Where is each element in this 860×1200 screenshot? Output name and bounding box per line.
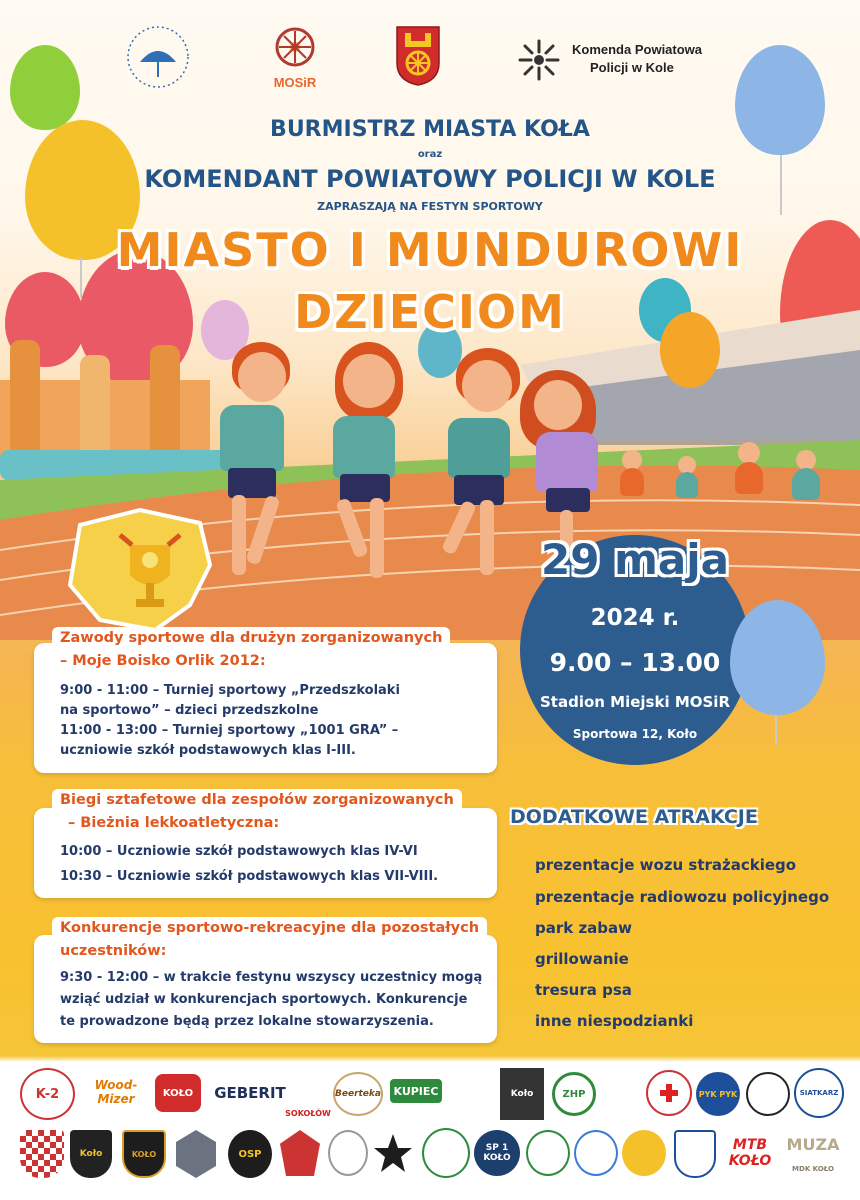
sponsor-muza-text: MUZA xyxy=(786,1134,840,1154)
sponsor-kolo-black-text: Koło xyxy=(510,1089,534,1099)
school-emblem-2-icon xyxy=(574,1130,618,1176)
sponsor-k2 xyxy=(20,1068,75,1120)
event-address: Sportowa 12, Koło xyxy=(572,727,698,741)
section-1-title-line1: Zawody sportowe dla drużyn zorganizowanych xyxy=(52,627,450,650)
sponsor-sp1-kolo-text: SP 1 KOŁO xyxy=(483,1143,511,1163)
section-1-title-line2: – Moje Boisko Orlik 2012: xyxy=(60,653,266,669)
sponsor-mdk-kolo-text: MDK KOŁO xyxy=(792,1165,834,1173)
sponsor-pyk-pyk xyxy=(696,1072,740,1116)
sponsor-mdk-kolo xyxy=(786,1162,840,1176)
section-2-title-line2: – Bieżnia lekkoatletyczna: xyxy=(68,815,280,831)
sponsor-siatkarz xyxy=(794,1068,844,1118)
sponsor-zhp xyxy=(552,1072,596,1116)
sponsor-muza xyxy=(786,1128,840,1160)
trophy-icon xyxy=(60,505,225,635)
sponsor-osp-text: OSP xyxy=(238,1148,262,1160)
event-time: 9.00 – 13.00 xyxy=(549,648,721,677)
police-name-line2: Policji w Kole xyxy=(590,60,674,75)
sun-emblem-icon xyxy=(622,1130,666,1176)
event-title-line2: DZIECIOM xyxy=(294,285,566,339)
prevention-center-logo xyxy=(118,22,198,92)
sponsor-kolo-crest-text: Koło xyxy=(79,1149,103,1159)
military-star-icon xyxy=(372,1132,414,1174)
sponsor-kupiec xyxy=(390,1079,442,1103)
sponsor-wood-mizer xyxy=(80,1078,152,1106)
sponsor-zhp-text: ZHP xyxy=(562,1088,586,1100)
section-3-title-line2: uczestników: xyxy=(60,943,167,959)
eagle-emblem-icon xyxy=(328,1130,368,1176)
sponsor-straz-miejska-text: KOŁO xyxy=(131,1149,157,1159)
balloon-string xyxy=(775,715,777,745)
sponsor-beerteka-text: Beerteka xyxy=(335,1089,381,1099)
school-emblem-icon xyxy=(526,1130,570,1176)
header-and: oraz xyxy=(417,149,443,160)
sponsor-pyk-pyk-text: PYK PYK xyxy=(698,1089,738,1099)
sponsor-sokolow-text: SOKOŁÓW xyxy=(285,1109,331,1118)
section-3-line1: 9:30 - 12:00 – w trakcie festynu wszyscy uczestnicy mogą xyxy=(60,970,483,985)
extras-item-3: park zabaw xyxy=(535,919,633,937)
sponsor-k2-text: K-2 xyxy=(35,1086,60,1102)
sponsor-osp xyxy=(228,1130,272,1178)
sponsor-mtb-kolo-text: MTB KOŁO xyxy=(728,1137,772,1169)
police-star-icon xyxy=(517,38,561,82)
section-1-line3: 11:00 - 13:00 – Turniej sportowy „1001 GRA” – xyxy=(60,723,399,738)
section-2-line1: 10:00 – Uczniowie szkół podstawowych klas IV-VI xyxy=(60,844,418,859)
event-title-line1: MIASTO I MUNDUROWI xyxy=(116,223,744,277)
sponsor-red-cross-icon xyxy=(646,1070,692,1116)
header-police-commander: KOMENDANT POWIATOWY POLICJI W KOLE xyxy=(144,165,716,193)
section-1-line2: na sportowo” – dzieci przedszkolne xyxy=(60,703,319,718)
extras-item-1: prezentacje wozu strażackiego xyxy=(535,856,797,874)
sponsor-siatkarz-text: SIATKARZ xyxy=(799,1089,839,1097)
section-3-title-line1: Konkurencje sportowo-rekreacyjne dla pozostałych xyxy=(52,917,487,940)
mosir-logo-text: MOSiR xyxy=(273,75,317,90)
sponsor-kolo-crest xyxy=(70,1130,112,1178)
fire-service-icon xyxy=(280,1130,320,1176)
police-name-line1: Komenda Powiatowa xyxy=(572,42,703,57)
section-2-title-line1: Biegi sztafetowe dla zespołów zorganizowanych xyxy=(52,789,462,812)
police-badge-icon xyxy=(176,1130,216,1178)
club-crest-icon xyxy=(674,1130,716,1178)
section-3-line2: wziąć udział w konkurencjach sportowych. Konkurencje xyxy=(60,992,468,1007)
extras-heading: DODATKOWE ATRAKCJE xyxy=(510,806,758,828)
sponsor-mtb-kolo xyxy=(722,1130,778,1176)
sponsor-kolo-black xyxy=(500,1068,544,1120)
mosir-logo xyxy=(262,25,328,93)
section-3-line3: te prowadzone będą przez lokalne stowarzyszenia. xyxy=(60,1014,434,1029)
extras-item-6: inne niespodzianki xyxy=(535,1012,694,1030)
sponsor-kolo-red xyxy=(155,1074,201,1112)
sponsor-sp1-kolo xyxy=(474,1130,520,1176)
volleyball-icon xyxy=(746,1072,790,1116)
sponsor-beerteka xyxy=(333,1072,383,1116)
sponsor-geberit xyxy=(205,1080,295,1106)
extras-item-4: grillowanie xyxy=(535,950,629,968)
event-year: 2024 r. xyxy=(590,605,680,631)
section-2-line2: 10:30 – Uczniowie szkół podstawowych klas VII-VIII. xyxy=(60,869,439,884)
sponsor-sokolow xyxy=(285,1070,331,1118)
sponsor-kolo-red-text: KOŁO xyxy=(162,1087,194,1099)
event-date: 29 maja xyxy=(541,535,729,584)
section-1-line1: 9:00 - 11:00 – Turniej sportowy „Przedszkolaki xyxy=(60,683,400,698)
event-venue: Stadion Miejski MOSiR xyxy=(539,693,730,711)
header-invite: ZAPRASZAJĄ NA FESTYN SPORTOWY xyxy=(317,200,543,213)
checkered-crest-icon xyxy=(20,1130,64,1178)
sponsor-geberit-text: GEBERIT xyxy=(214,1084,286,1102)
sponsor-straz-miejska xyxy=(122,1130,166,1178)
sponsor-wood-mizer-text: Wood-Mizer xyxy=(94,1078,138,1106)
city-coat-of-arms xyxy=(395,25,441,91)
section-1-line4: uczniowie szkół podstawowych klas I-III. xyxy=(60,743,356,758)
extras-item-2: prezentacje radiowozu policyjnego xyxy=(535,888,830,906)
forest-district-icon xyxy=(422,1128,470,1178)
extras-item-5: tresura psa xyxy=(535,981,632,999)
sponsor-kupiec-text: KUPIEC xyxy=(393,1084,439,1098)
header-mayor: BURMISTRZ MIASTA KOŁA xyxy=(270,117,590,142)
